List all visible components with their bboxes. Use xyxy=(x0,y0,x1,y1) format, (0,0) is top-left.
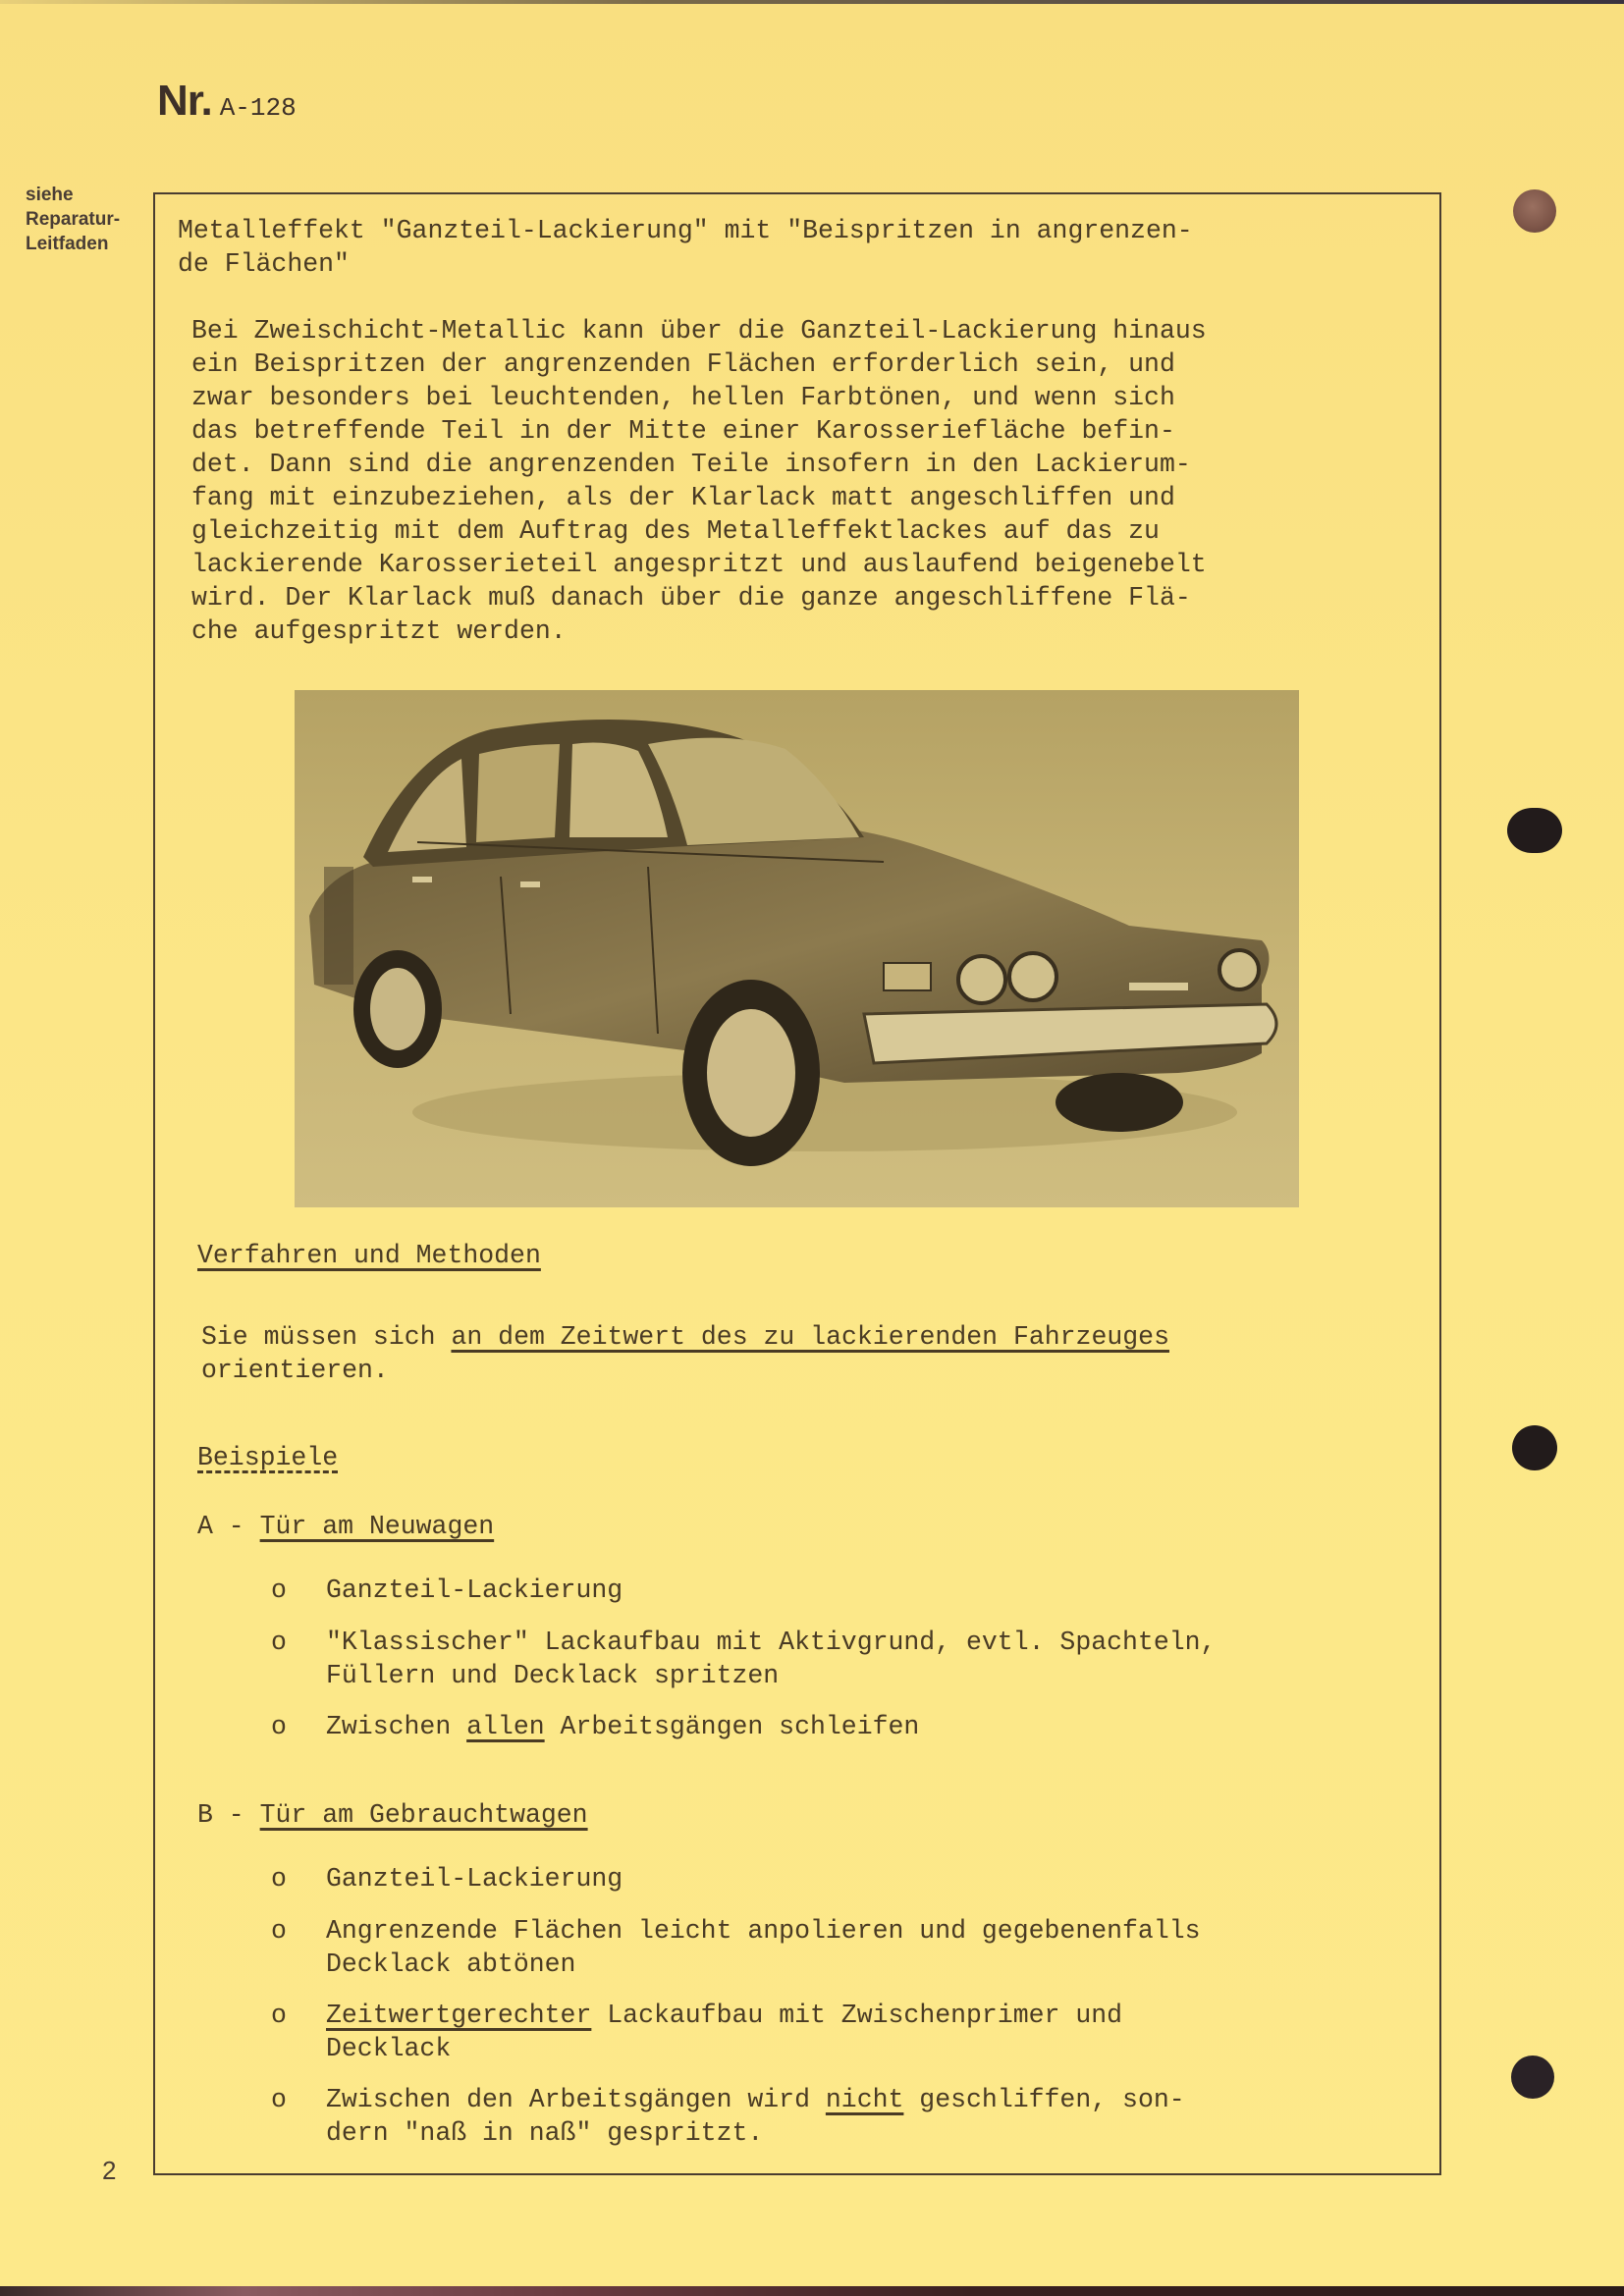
text-segment: Ganzteil-Lackierung xyxy=(326,1864,623,1894)
bullet-text xyxy=(326,2083,1185,2150)
text-segment: Zwischen den Arbeitsgängen wird xyxy=(326,2085,826,2114)
page-top-edge xyxy=(0,0,1624,4)
bullet-item xyxy=(271,1574,623,1607)
bullet-line xyxy=(326,2116,1185,2150)
side-note-line: siehe xyxy=(26,185,74,205)
text-segment: Ganzteil-Lackierung xyxy=(326,1575,623,1605)
paragraph-line: ein Beispritzen der angrenzenden Flächen erforderlich sein, und xyxy=(191,349,1175,379)
methods-text-line: orientieren. xyxy=(201,1356,389,1385)
text-segment: geschliffen, son- xyxy=(903,2085,1185,2114)
methods-text xyxy=(201,1320,1169,1387)
paragraph-line: wird. Der Klarlack muß danach über die ganze angeschliffene Flä- xyxy=(191,583,1191,613)
bullet-text xyxy=(326,1999,1122,2065)
paragraph-line: fang mit einzubeziehen, als der Klarlack matt angeschliffen und xyxy=(191,483,1175,512)
title-line: de Flächen" xyxy=(178,249,350,279)
punch-hole xyxy=(1513,189,1556,233)
bullet-item xyxy=(271,1862,623,1896)
text-segment: "Klassischer" Lackaufbau mit Aktivgrund, evtl. Spachteln, xyxy=(326,1628,1217,1657)
bullet-marker: o xyxy=(271,1712,287,1741)
paragraph-line: zwar besonders bei leuchtenden, hellen Farbtönen, und wenn sich xyxy=(191,383,1175,412)
case-letter: A - xyxy=(197,1512,260,1541)
examples-heading: Beispiele xyxy=(197,1443,339,1472)
intro-paragraph xyxy=(191,314,1207,648)
text-segment: Arbeitsgängen schleifen xyxy=(544,1712,920,1741)
punch-hole xyxy=(1511,2056,1554,2099)
case-letter: B - xyxy=(197,1800,260,1830)
bullet-line xyxy=(326,1659,1216,1692)
punch-hole xyxy=(1512,1425,1557,1470)
emphasis-text: Zeitwertgerechter xyxy=(326,2001,592,2030)
methods-text-emphasis: an dem Zeitwert des zu lackierenden Fahrzeuges xyxy=(451,1322,1169,1352)
side-note xyxy=(26,183,120,256)
car-illustration xyxy=(295,690,1299,1207)
document-number xyxy=(157,77,297,126)
case-title: Tür am Neuwagen xyxy=(259,1512,495,1541)
bullet-item xyxy=(271,2083,1185,2150)
bullet-item xyxy=(271,1914,1201,1981)
side-note-line: Leitfaden xyxy=(26,234,109,254)
paragraph-line: das betreffende Teil in der Mitte einer Karosseriefläche befin- xyxy=(191,416,1175,446)
bullet-text xyxy=(326,1710,919,1743)
paragraph-line: det. Dann sind die angrenzenden Teile insofern in den Lackierum- xyxy=(191,450,1191,479)
car-photo xyxy=(295,690,1299,1207)
punch-hole xyxy=(1507,808,1562,853)
nr-label: Nr. xyxy=(157,77,212,125)
bullet-line xyxy=(326,1626,1216,1659)
bullet-marker: o xyxy=(271,1916,287,1946)
bullet-line xyxy=(326,1948,1201,1981)
case-a-heading xyxy=(197,1510,494,1543)
bullet-text xyxy=(326,1574,623,1607)
section-title xyxy=(178,214,1193,281)
bullet-line xyxy=(326,1574,623,1607)
bullet-item xyxy=(271,1710,919,1743)
bullet-marker: o xyxy=(271,1628,287,1657)
text-segment: Decklack abtönen xyxy=(326,1949,576,1979)
text-segment: Zwischen xyxy=(326,1712,467,1741)
bullet-marker: o xyxy=(271,2001,287,2030)
bullet-marker: o xyxy=(271,2085,287,2114)
paragraph-line: Bei Zweischicht-Metallic kann über die Ganzteil-Lackierung hinaus xyxy=(191,316,1207,346)
text-segment: dern "naß in naß" gespritzt. xyxy=(326,2118,764,2148)
bullet-text xyxy=(326,1914,1201,1981)
bullet-line xyxy=(326,2083,1185,2116)
case-title: Tür am Gebrauchtwagen xyxy=(259,1800,588,1830)
methods-text-prefix: Sie müssen sich xyxy=(201,1322,452,1352)
bullet-item xyxy=(271,1999,1122,2065)
side-note-line: Reparatur- xyxy=(26,209,121,230)
page-number: 2 xyxy=(102,2156,117,2185)
document-number-value: A-128 xyxy=(219,93,297,123)
bullet-marker: o xyxy=(271,1575,287,1605)
bullet-line xyxy=(326,1999,1122,2032)
bullet-line xyxy=(326,1710,919,1743)
bullet-text xyxy=(326,1626,1216,1692)
bullet-text xyxy=(326,1862,623,1896)
bullet-marker: o xyxy=(271,1864,287,1894)
text-segment: Lackaufbau mit Zwischenprimer und xyxy=(591,2001,1123,2030)
bullet-line xyxy=(326,2032,1122,2065)
page-bottom-edge xyxy=(0,2286,1624,2296)
emphasis-text: nicht xyxy=(825,2085,904,2114)
emphasis-text: allen xyxy=(466,1712,545,1741)
paragraph-line: lackierende Karosserieteil angespritzt und auslaufend beigenebelt xyxy=(191,550,1207,579)
methods-heading: Verfahren und Methoden xyxy=(197,1241,541,1270)
title-line: Metalleffekt "Ganzteil-Lackierung" mit "Beispritzen in angrenzen- xyxy=(178,216,1193,245)
bullet-line xyxy=(326,1862,623,1896)
text-segment: Decklack xyxy=(326,2034,452,2063)
methods-text-line xyxy=(201,1320,1169,1354)
paragraph-line: che aufgespritzt werden. xyxy=(191,616,567,646)
text-segment: Angrenzende Flächen leicht anpolieren und gegebenenfalls xyxy=(326,1916,1201,1946)
text-segment: Füllern und Decklack spritzen xyxy=(326,1661,780,1690)
bullet-line xyxy=(326,1914,1201,1948)
paragraph-line: gleichzeitig mit dem Auftrag des Metalleffektlackes auf das zu xyxy=(191,516,1160,546)
bullet-item xyxy=(271,1626,1216,1692)
case-b-heading xyxy=(197,1798,588,1832)
